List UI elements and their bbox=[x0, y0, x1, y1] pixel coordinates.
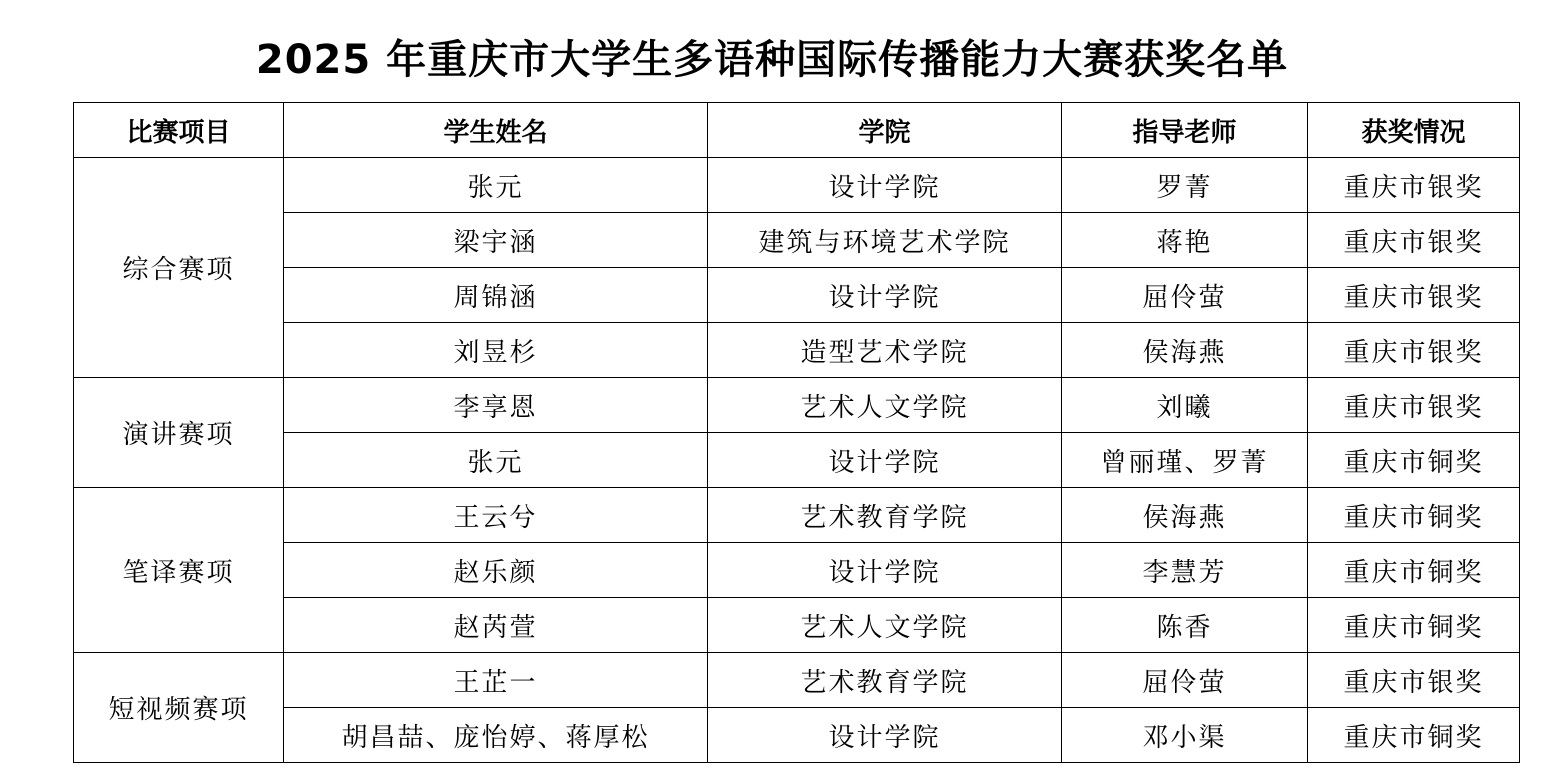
award-cell: 重庆市银奖 bbox=[1308, 268, 1520, 323]
award-cell: 重庆市银奖 bbox=[1308, 378, 1520, 433]
award-cell: 重庆市银奖 bbox=[1308, 158, 1520, 213]
college-cell: 艺术教育学院 bbox=[708, 488, 1062, 543]
table-row bbox=[74, 708, 1520, 763]
header-award: 获奖情况 bbox=[1308, 103, 1520, 158]
table-row bbox=[74, 598, 1520, 653]
table-row bbox=[74, 268, 1520, 323]
header-event: 比赛项目 bbox=[74, 103, 284, 158]
college-cell: 艺术人文学院 bbox=[708, 598, 1062, 653]
student-cell: 王芷一 bbox=[284, 653, 708, 708]
college-cell: 艺术人文学院 bbox=[708, 378, 1062, 433]
advisor-cell: 李慧芳 bbox=[1062, 543, 1308, 598]
student-cell: 赵芮萱 bbox=[284, 598, 708, 653]
college-cell: 造型艺术学院 bbox=[708, 323, 1062, 378]
award-cell: 重庆市银奖 bbox=[1308, 213, 1520, 268]
table-row bbox=[74, 378, 1520, 433]
student-cell: 梁宇涵 bbox=[284, 213, 708, 268]
student-cell: 李享恩 bbox=[284, 378, 708, 433]
table-row bbox=[74, 488, 1520, 543]
table-row bbox=[74, 158, 1520, 213]
student-cell: 胡昌喆、庞怡婷、蒋厚松 bbox=[284, 708, 708, 763]
student-cell: 王云兮 bbox=[284, 488, 708, 543]
event-cell: 短视频赛项 bbox=[74, 653, 284, 763]
advisor-cell: 侯海燕 bbox=[1062, 323, 1308, 378]
college-cell: 设计学院 bbox=[708, 268, 1062, 323]
table-row bbox=[74, 543, 1520, 598]
table-row bbox=[74, 213, 1520, 268]
award-cell: 重庆市铜奖 bbox=[1308, 598, 1520, 653]
advisor-cell: 曾丽瑾、罗菁 bbox=[1062, 433, 1308, 488]
college-cell: 建筑与环境艺术学院 bbox=[708, 213, 1062, 268]
student-cell: 张元 bbox=[284, 158, 708, 213]
award-cell: 重庆市铜奖 bbox=[1308, 708, 1520, 763]
advisor-cell: 邓小渠 bbox=[1062, 708, 1308, 763]
college-cell: 设计学院 bbox=[708, 543, 1062, 598]
table-row bbox=[74, 653, 1520, 708]
student-cell: 赵乐颜 bbox=[284, 543, 708, 598]
event-cell: 演讲赛项 bbox=[74, 378, 284, 488]
page-title: 2025 年重庆市大学生多语种国际传播能力大赛获奖名单 bbox=[255, 37, 1289, 83]
award-cell: 重庆市银奖 bbox=[1308, 323, 1520, 378]
advisor-cell: 蒋艳 bbox=[1062, 213, 1308, 268]
event-cell: 综合赛项 bbox=[74, 158, 284, 378]
student-cell: 张元 bbox=[284, 433, 708, 488]
college-cell: 艺术教育学院 bbox=[708, 653, 1062, 708]
college-cell: 设计学院 bbox=[708, 708, 1062, 763]
college-cell: 设计学院 bbox=[708, 158, 1062, 213]
advisor-cell: 罗菁 bbox=[1062, 158, 1308, 213]
award-cell: 重庆市银奖 bbox=[1308, 653, 1520, 708]
table-row bbox=[74, 323, 1520, 378]
student-cell: 周锦涵 bbox=[284, 268, 708, 323]
advisor-cell: 陈香 bbox=[1062, 598, 1308, 653]
advisor-cell: 刘曦 bbox=[1062, 378, 1308, 433]
header-advisor: 指导老师 bbox=[1062, 103, 1308, 158]
awards-table bbox=[73, 102, 1520, 763]
college-cell: 设计学院 bbox=[708, 433, 1062, 488]
table-row bbox=[74, 433, 1520, 488]
award-cell: 重庆市铜奖 bbox=[1308, 488, 1520, 543]
award-cell: 重庆市铜奖 bbox=[1308, 433, 1520, 488]
header-college: 学院 bbox=[708, 103, 1062, 158]
advisor-cell: 屈伶萤 bbox=[1062, 268, 1308, 323]
header-student: 学生姓名 bbox=[284, 103, 708, 158]
advisor-cell: 屈伶萤 bbox=[1062, 653, 1308, 708]
student-cell: 刘昱杉 bbox=[284, 323, 708, 378]
event-cell: 笔译赛项 bbox=[74, 488, 284, 653]
table-header-row bbox=[74, 103, 1520, 158]
advisor-cell: 侯海燕 bbox=[1062, 488, 1308, 543]
award-cell: 重庆市铜奖 bbox=[1308, 543, 1520, 598]
